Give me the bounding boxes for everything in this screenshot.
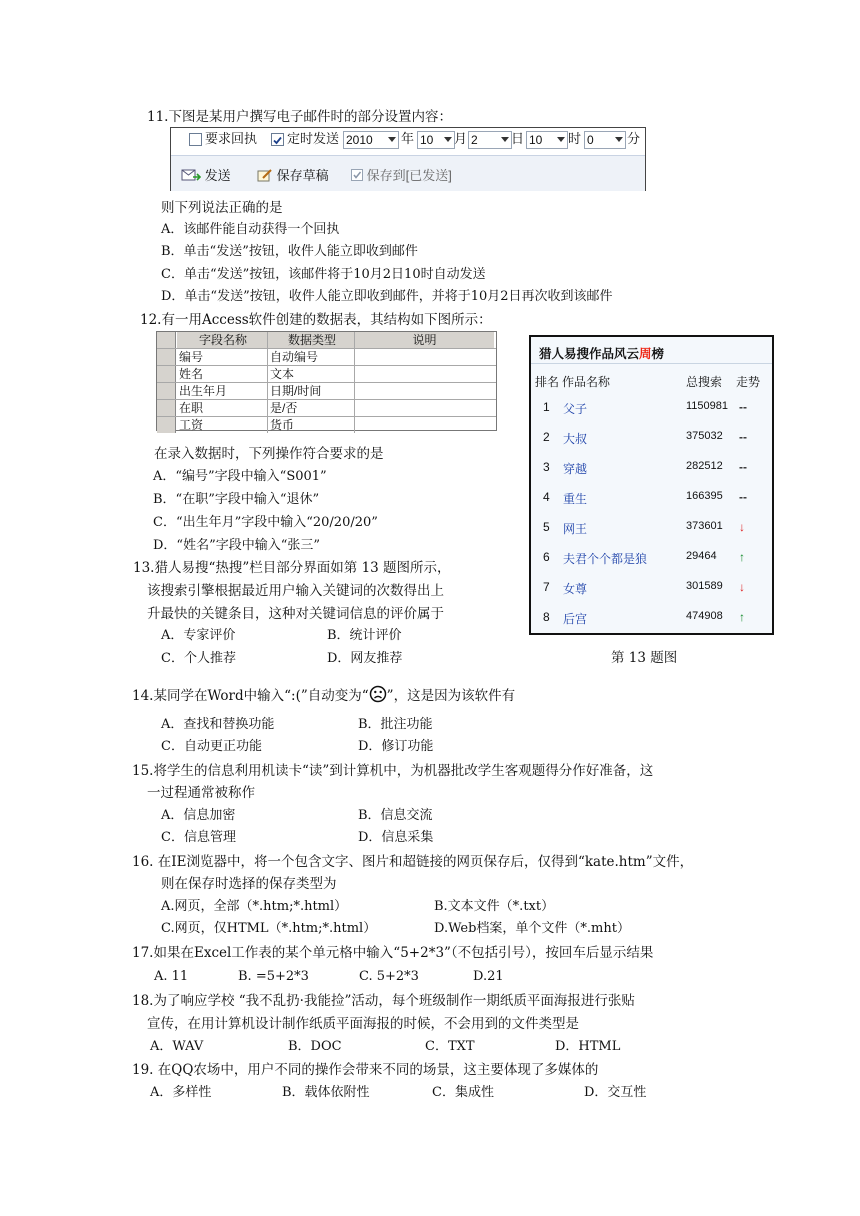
list-item [531,430,772,460]
rank-number: 8 [543,610,550,624]
row-selector[interactable] [157,366,176,382]
col-name-header: 作品名称 [562,375,611,389]
q11-option-c: C．单击“发送”按钮，该邮件将于10月2日10时自动发送 [161,267,486,282]
request-receipt-checkbox[interactable] [189,133,202,146]
checkmark-icon [272,135,283,146]
envelope-arrow-icon [181,168,201,182]
table-row [157,400,496,417]
work-title-link[interactable]: 女尊 [563,582,588,596]
work-title-link[interactable]: 夫君个个都是狼 [563,552,648,566]
hour-unit: 时 [568,131,582,146]
trend-down-arrow-icon: ↓ [739,520,745,534]
field-name-cell[interactable]: 在职 [177,400,268,416]
col-total-header: 总搜索 [686,375,723,389]
trend-up-arrow-icon: ↑ [739,550,745,564]
save-to-sent-option[interactable] [351,165,452,184]
row-selector[interactable] [157,400,176,416]
q15-stem-line2: 一过程通常被称作 [147,785,255,801]
list-item [531,580,772,610]
rank-number: 6 [543,550,550,564]
q14-stem [132,685,515,705]
list-item [531,490,772,520]
rank-number: 3 [543,460,550,474]
total-searches: 373601 [686,520,723,532]
q11-option-b: B．单击“发送”按钮，收件人能立即收到邮件 [161,244,418,259]
q17-option-b: B. =5+2*3 [238,969,309,984]
description-cell[interactable] [355,366,494,382]
total-searches: 474908 [686,610,723,622]
trend-flat-icon: -- [739,490,747,504]
sad-face-icon [369,685,387,703]
data-type-cell[interactable]: 是/否 [268,400,355,416]
month-select[interactable] [417,131,455,149]
q14-option-b: B．批注功能 [358,717,433,732]
q15-option-b: B．信息交流 [358,808,433,823]
divider [531,363,772,364]
trend-up-arrow-icon: ↑ [739,610,745,624]
q19-option-d: D．交互性 [584,1085,647,1100]
checkmark-icon [352,170,362,180]
q19-option-b: B．载体依附性 [282,1085,370,1100]
q15-stem-line1: 15.将学生的信息利用机读卡“读”到计算机中，为机器批改学生客观题得分作好准备，这 [132,763,654,779]
q17-option-d: D.21 [473,969,504,984]
list-item [531,400,772,430]
day-select[interactable] [468,131,512,149]
list-item [531,460,772,490]
work-title-link[interactable]: 网王 [563,522,588,536]
rank-number: 1 [543,400,550,414]
q19-option-c: C．集成性 [432,1085,494,1100]
ranking-title-highlight: 周 [639,347,652,361]
row-selector[interactable] [157,417,176,433]
q13-stem-line2: 该搜索引擎根据最近用户输入关键词的次数得出上 [147,583,444,599]
table-row [157,383,496,400]
email-settings-panel [170,127,646,191]
email-action-bar [171,155,645,191]
trend-flat-icon: -- [739,400,747,414]
q12-option-b: B．“在职”字段中输入“退休” [153,492,320,507]
column-header: 字段名称 [177,332,268,348]
total-searches: 1150981 [686,400,729,412]
total-searches: 29464 [686,550,717,562]
q19-stem: 19. 在QQ农场中，用户不同的操作会带来不同的场景，这主要体现了多媒体的 [132,1062,599,1078]
q14-stem-text-end: ”，这是因为该软件有 [386,688,516,704]
field-name-cell[interactable]: 姓名 [177,366,268,382]
access-table-design [156,331,497,431]
draft-pencil-icon [257,168,273,182]
list-item [531,520,772,550]
q14-option-d: D．修订功能 [358,739,434,754]
q16-option-b: B.文本文件（*.txt） [434,899,555,914]
trend-down-arrow-icon: ↓ [739,580,745,594]
q15-option-d: D．信息采集 [358,830,434,845]
q18-option-b: B．DOC [288,1039,342,1054]
email-schedule-row [171,128,645,151]
list-item [531,550,772,580]
description-cell[interactable] [355,383,494,399]
minute-value: 0 [587,133,594,147]
q14-option-a: A．查找和替换功能 [161,717,275,732]
q13-stem-line1: 13.猎人易搜“热搜”栏目部分界面如第 13 题图所示， [133,560,451,576]
year-value: 2010 [346,133,373,147]
q19-option-a: A．多样性 [150,1085,212,1100]
work-title-link[interactable]: 后宫 [563,612,588,626]
work-title-link[interactable]: 大叔 [563,432,588,446]
q16-option-a: A.网页，全部（*.htm;*.html） [161,899,348,914]
total-searches: 282512 [686,460,723,472]
work-title-link[interactable]: 父子 [563,402,588,416]
table-row [157,349,496,366]
rank-number: 2 [543,430,550,444]
q15-option-c: C．信息管理 [161,830,236,845]
row-selector[interactable] [157,383,176,399]
q17-stem: 17.如果在Excel工作表的某个单元格中输入“5+2*3”（不包括引号），按回车后显示结果 [132,945,654,961]
year-select[interactable] [343,131,399,149]
row-selector [157,332,176,348]
ranking-title [539,344,664,362]
q13-option-a: A．专家评价 [161,628,236,643]
chevron-down-icon [557,137,565,142]
q11-option-a: A．该邮件能自动获得一个回执 [161,222,340,237]
col-rank-header: 排名 [535,375,560,389]
chevron-down-icon [501,137,509,142]
figure-caption: 第 13 题图 [611,650,678,666]
hot-search-ranking-panel [529,335,774,635]
field-name-cell[interactable]: 编号 [177,349,268,365]
q18-option-a: A．WAV [150,1039,204,1054]
data-type-cell[interactable]: 自动编号 [268,349,355,365]
q18-option-c: C．TXT [425,1039,475,1054]
minute-select[interactable] [584,131,626,149]
q13-option-b: B．统计评价 [327,628,402,643]
table-header-row [157,332,496,349]
description-cell[interactable] [355,400,494,416]
chevron-down-icon [615,137,623,142]
day-value: 2 [471,133,478,147]
q18-option-d: D．HTML [555,1039,621,1054]
description-cell[interactable] [355,417,494,433]
q12-stem: 12.有一用Access软件创建的数据表，其结构如下图所示： [140,312,492,328]
ranking-title-text: 猎人易搜作品风云 [539,347,640,361]
save-to-sent-checkbox[interactable] [351,169,363,181]
month-value: 10 [420,133,434,147]
work-title-link[interactable]: 重生 [563,492,588,506]
table-row [157,417,496,433]
data-type-cell[interactable]: 日期/时间 [268,383,355,399]
trend-flat-icon: -- [739,460,747,474]
data-type-cell[interactable]: 货币 [268,417,355,433]
hour-value: 10 [529,133,543,147]
minute-unit: 分 [627,131,641,146]
list-item [531,610,772,640]
rank-number: 4 [543,490,550,504]
col-trend-header: 走势 [736,375,761,389]
q16-option-c: C.网页，仅HTML（*.htm;*.html） [161,921,377,936]
table-row [157,366,496,383]
request-receipt-label: 要求回执 [205,131,258,146]
save-draft-button[interactable] [257,165,329,184]
chevron-down-icon [444,137,452,142]
q13-option-c: C．个人推荐 [161,651,236,666]
hour-select[interactable] [526,131,568,149]
q14-option-c: C．自动更正功能 [161,739,262,754]
scheduled-send-checkbox[interactable] [271,133,284,146]
q13-stem-line3: 升最快的关键条目，这种对关键词信息的评价属于 [147,606,444,622]
q11-lead: 则下列说法正确的是 [161,200,283,216]
send-label: 发送 [204,168,231,183]
q11-option-d: D．单击“发送”按钮，收件人能立即收到邮件，并将于10月2日再次收到该邮件 [161,289,613,304]
trend-flat-icon: -- [739,430,747,444]
data-type-cell[interactable]: 文本 [268,366,355,382]
q15-option-a: A．信息加密 [161,808,236,823]
q16-option-d: D.Web档案，单个文件（*.mht） [434,921,630,936]
chevron-down-icon [388,137,396,142]
scheduled-send-label: 定时发送 [287,131,340,146]
year-unit: 年 [401,131,415,146]
q12-option-a: A．“编号”字段中输入“S001” [153,469,327,484]
total-searches: 375032 [686,430,723,442]
q17-option-c: C. 5+2*3 [359,969,419,984]
q12-option-c: C．“出生年月”字段中输入“20/20/20” [153,515,378,530]
save-draft-label: 保存草稿 [276,168,329,183]
q11-stem: 11.下图是某用户撰写电子邮件时的部分设置内容： [147,109,452,125]
work-title-link[interactable]: 穿越 [563,462,588,476]
q17-option-a: A. 11 [154,969,189,984]
total-searches: 301589 [686,580,723,592]
q18-stem-line2: 宣传，在用计算机设计制作纸质平面海报的时候，不会用到的文件类型是 [147,1016,579,1032]
q14-stem-text: 14.某同学在Word中输入“:(”自动变为“ [132,688,369,704]
day-unit: 日 [511,131,525,146]
q16-stem-line2: 则在保存时选择的保存类型为 [161,876,337,892]
send-button[interactable] [181,165,231,184]
field-name-cell[interactable]: 出生年月 [177,383,268,399]
total-searches: 166395 [686,490,723,502]
save-to-sent-label: 保存到[已发送] [366,168,452,183]
month-unit: 月 [454,131,468,146]
field-name-cell[interactable]: 工资 [177,417,268,433]
description-cell[interactable] [355,349,494,365]
column-header: 说明 [355,332,494,348]
q12-lead: 在录入数据时，下列操作符合要求的是 [154,446,384,462]
rank-number: 5 [543,520,550,534]
row-selector[interactable] [157,349,176,365]
q13-option-d: D．网友推荐 [327,651,403,666]
q12-option-d: D．“姓名”字段中输入“张三” [153,538,321,553]
q18-stem-line1: 18.为了响应学校 “我不乱扔·我能捡”活动，每个班级制作一期纸质平面海报进行张贴 [132,993,635,1009]
rank-number: 7 [543,580,550,594]
ranking-title-suffix: 榜 [651,347,665,361]
column-header: 数据类型 [268,332,355,348]
q16-stem-line1: 16. 在IE浏览器中，将一个包含文字、图片和超链接的网页保存后，仅得到“kate.htm”文件， [132,854,694,870]
